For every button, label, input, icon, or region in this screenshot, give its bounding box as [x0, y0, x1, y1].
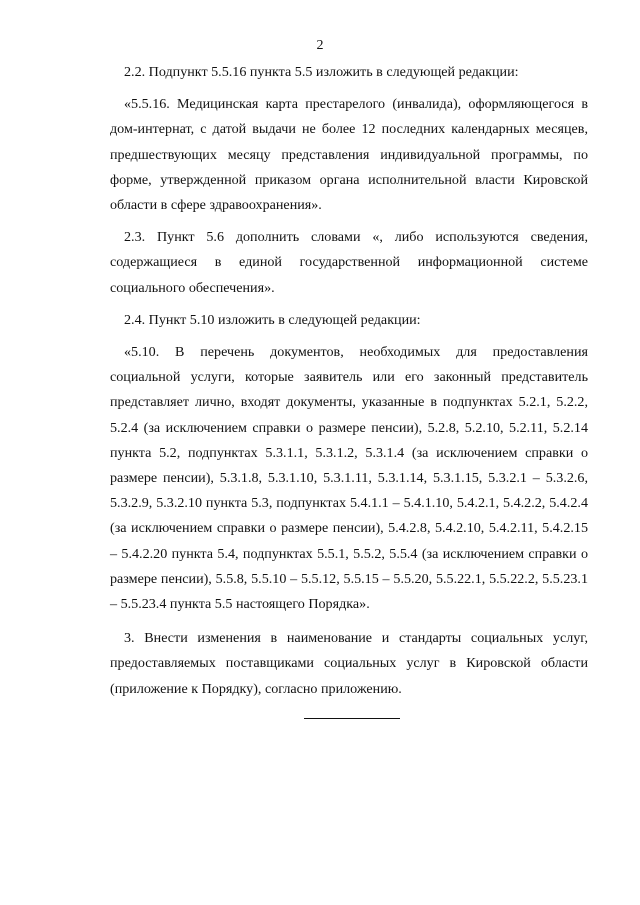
paragraph-5-5-16-text: «5.5.16. Медицинская карта престарелого (инвалида), оформляющегося в дом-интернат, с датой выдачи не более 12 последних календарных месяцев, предшествующих месяцу представления индивидуальной программы, по форме, утвержденной приказом органа исполнительной власти Кировской области в сфере здравоохранения».	[110, 96, 588, 214]
document-body	[110, 60, 588, 702]
separator-line	[304, 718, 400, 719]
paragraph-2-4: 2.4. Пункт 5.10 изложить в следующей редакции:	[124, 311, 421, 328]
paragraph-2-2: 2.2. Подпункт 5.5.16 пункта 5.5 изложить в следующей редакции:	[124, 64, 519, 80]
paragraph-3: 3. Внести изменения в наименование и стандарты социальных услуг, предоставляемых поставщиками социальных услуг в Кировской области (приложение к Порядку), согласно приложению.	[110, 630, 588, 697]
paragraph-5-10-text: «5.10. В перечень документов, необходимых для предоставления социальной услуги, которые заявитель или его законный представитель представляет лично, входят документы, указанные в подпунктах 5.2.1, 5.2.2, 5.2.4 (за исключением справки о размере пенсии), 5.2.8, 5.2.10, 5.2.11, 5.2.14 пункта 5.2, подпунктах 5.3.1.1, 5.3.1.2, 5.3.1.4 (за исключением справки о размере пенсии), 5.3.1.8, 5.3.1.10, 5.3.1.11, 5.3.1.14, 5.3.1.15, 5.3.2.1 – 5.3.2.6, 5.3.2.9, 5.3.2.10 пункта 5.3, подпунктах 5.4.1.1 – 5.4.1.10, 5.4.2.1, 5.4.2.2, 5.4.2.4 (за исключением справки о размере пенсии), 5.4.2.8, 5.4.2.10, 5.4.2.11, 5.4.2.15 – 5.4.2.20 пункта 5.4, подпунктах 5.5.1, 5.5.2, 5.5.4 (за исключением справки о размере пенсии), 5.5.8, 5.5.10 – 5.5.12, 5.5.15 – 5.5.20, 5.5.22.1, 5.5.22.2, 5.5.23.1 – 5.5.23.4 пункта 5.5 настоящего Порядка».	[110, 344, 588, 613]
paragraph-2-3: 2.3. Пункт 5.6 дополнить словами «, либо используются сведения, содержащиеся в единой государственной информационной системе социального обеспечения».	[110, 229, 588, 296]
page-number: 2	[316, 38, 324, 53]
